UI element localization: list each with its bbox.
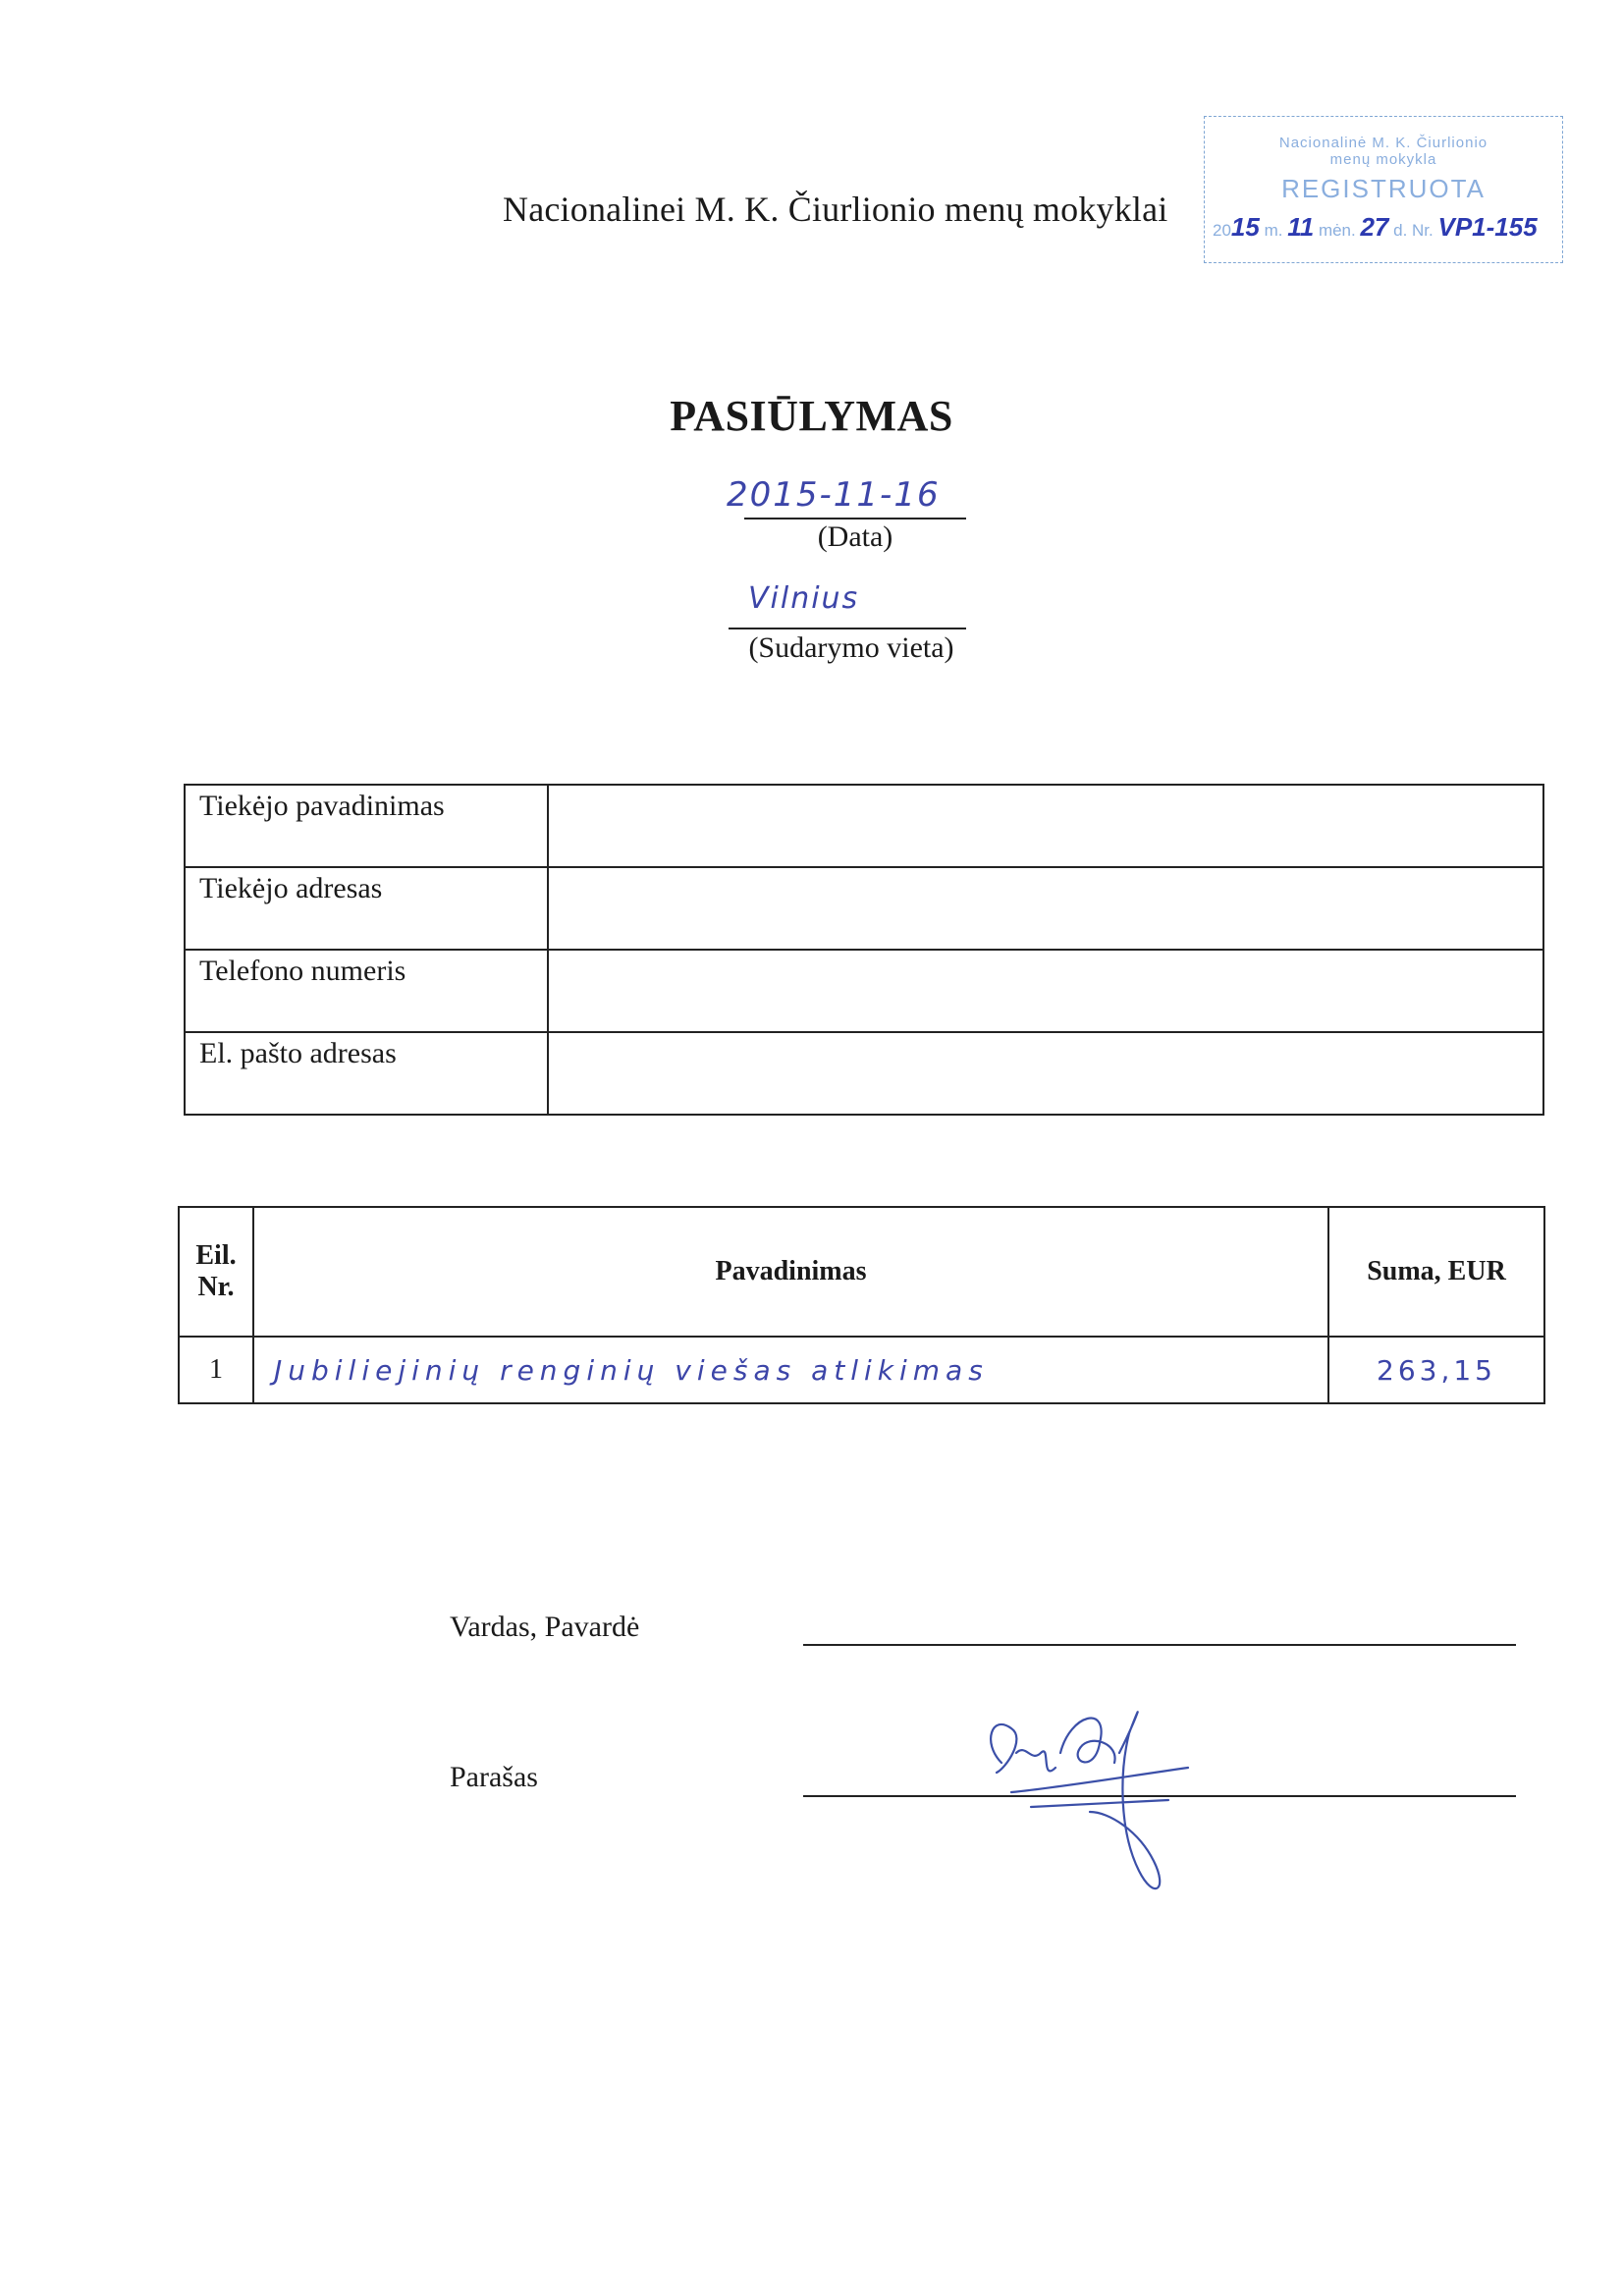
table-row [185,950,1543,1032]
stamp-registration-line [1205,212,1562,243]
table-row [185,1032,1543,1115]
header-name: Pavadinimas [253,1207,1328,1337]
phone-value [548,950,1543,1032]
stamp-number: VP1-155 [1437,212,1538,242]
item-name: Jubiliejinių renginių viešas atlikimas [253,1337,1328,1403]
place-value: Vilnius [748,581,860,616]
stamp-d-label: d. Nr. [1393,221,1434,240]
header-sum: Suma, EUR [1328,1207,1544,1337]
place-label: (Sudarymo vieta) [748,631,954,664]
stamp-men-label: mėn. [1318,221,1356,240]
stamp-line-1: Nacionalinė M. K. Čiurlionio [1278,135,1488,151]
handwritten-signature [972,1694,1208,1910]
table-row [185,867,1543,950]
signature-label: Parašas [450,1761,538,1793]
stamp-day: 27 [1360,212,1389,242]
recipient-line: Nacionalinei M. K. Čiurlionio menų mokyklai [503,190,1168,229]
email-value [548,1032,1543,1115]
stamp-month: 11 [1287,212,1315,242]
supplier-address-label: Tiekėjo adresas [185,867,548,950]
stamp-year: 15 [1230,212,1260,242]
header-nr: Eil. Nr. [179,1207,253,1337]
item-sum: 263,15 [1328,1337,1544,1403]
stamp-year-prefix: 20 [1213,221,1231,240]
table-row [185,785,1543,867]
date-value: 2015-11-16 [727,475,941,515]
item-nr: 1 [179,1337,253,1403]
table-row [179,1337,1544,1403]
items-table [178,1206,1545,1404]
supplier-table [184,784,1544,1116]
stamp-line-3: REGISTRUOTA [1281,174,1486,203]
name-surname-label: Vardas, Pavardė [450,1611,640,1643]
date-label: (Data) [817,520,893,553]
supplier-name-label: Tiekėjo pavadinimas [185,785,548,867]
name-surname-line [803,1644,1516,1646]
table-header-row [179,1207,1544,1337]
phone-label: Telefono numeris [185,950,548,1032]
document-title: PASIŪLYMAS [670,392,953,440]
supplier-name-value [548,785,1543,867]
supplier-address-value [548,867,1543,950]
date-underline [744,518,966,519]
registration-stamp [1204,116,1563,263]
place-underline [729,628,966,629]
email-label: El. pašto adresas [185,1032,548,1115]
stamp-line-2: menų mokykla [1329,151,1437,168]
stamp-m-label: m. [1264,221,1283,240]
